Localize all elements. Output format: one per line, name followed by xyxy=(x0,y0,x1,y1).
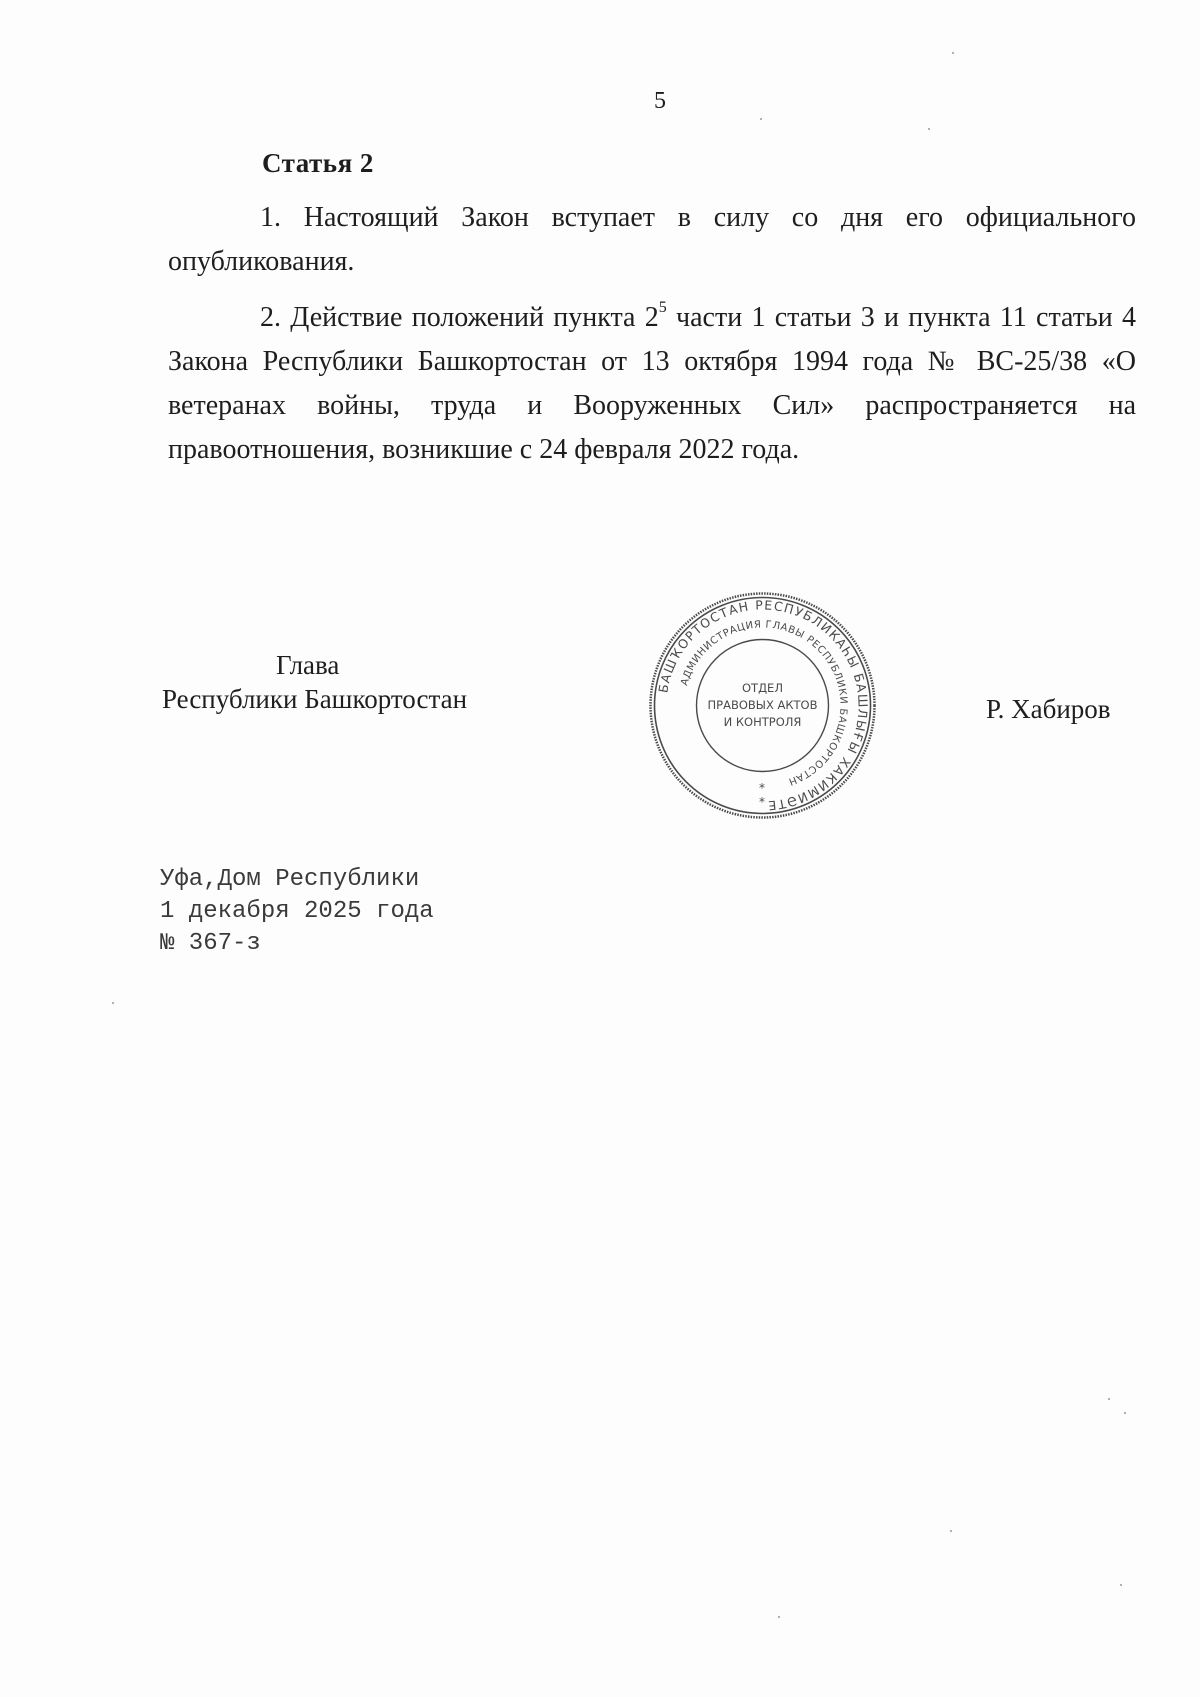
law-number: № 367-з xyxy=(160,930,261,957)
official-seal xyxy=(645,588,880,823)
seal-center-line-2: ПРАВОВЫХ АКТОВ xyxy=(707,698,818,712)
scan-speck xyxy=(950,1530,952,1532)
scan-speck xyxy=(760,118,762,120)
article-paragraph-2 xyxy=(168,296,1136,472)
paragraph-2-superscript: 5 xyxy=(658,298,667,316)
seal-star-icon: * xyxy=(759,795,765,809)
signer-title-line-2: Республики Башкортостан xyxy=(162,684,468,714)
signer-title-line-1: Глава xyxy=(276,650,340,680)
scan-speck xyxy=(778,1616,780,1618)
scan-speck xyxy=(1120,1584,1122,1586)
paragraph-2-text-end: части 1 статьи 3 и пункта 11 статьи 4 Закона Республики Башкортостан от 13 октября 1994 года № ВС-25/38 «О ветеранах войны, труда и Вооруженных Сил» распространяется на правоотношения, возникшие с 24 февраля 2022 года. xyxy=(168,302,1137,465)
scan-speck xyxy=(112,1002,114,1004)
scan-speck xyxy=(952,52,954,54)
article-heading: Статья 2 xyxy=(262,148,374,178)
scan-speck xyxy=(1108,1398,1110,1400)
signing-date: 1 декабря 2025 года xyxy=(160,898,434,925)
seal-center-line-3: И КОНТРОЛЯ xyxy=(723,715,802,729)
place-of-signing: Уфа,Дом Республики xyxy=(160,866,420,893)
seal-star-icon: * xyxy=(759,781,765,795)
seal-center-line-1: ОТДЕЛ xyxy=(742,681,783,695)
scan-speck xyxy=(928,128,930,130)
signer-name: Р. Хабиров xyxy=(986,694,1111,724)
scan-speck xyxy=(1124,1412,1126,1414)
paragraph-2-text-start: 2. Действие положений пункта 2 xyxy=(260,302,659,333)
article-paragraph-1: 1. Настоящий Закон вступает в силу со дня его официального опубликования. xyxy=(168,202,1136,277)
seal-outer-text: БАШҠОРТОСТАН РЕСПУБЛИКАҺЫ БАШЛЫҒЫ ХАКИМИӘТЕ xyxy=(655,597,871,814)
place-date-number-block xyxy=(160,864,434,960)
seal-graphic xyxy=(645,588,880,823)
seal-inner-text: АДМИНИСТРАЦИЯ ГЛАВЫ РЕСПУБЛИКИ БАШКОРТОСТАН xyxy=(679,619,849,787)
page-number: 5 xyxy=(654,88,666,114)
